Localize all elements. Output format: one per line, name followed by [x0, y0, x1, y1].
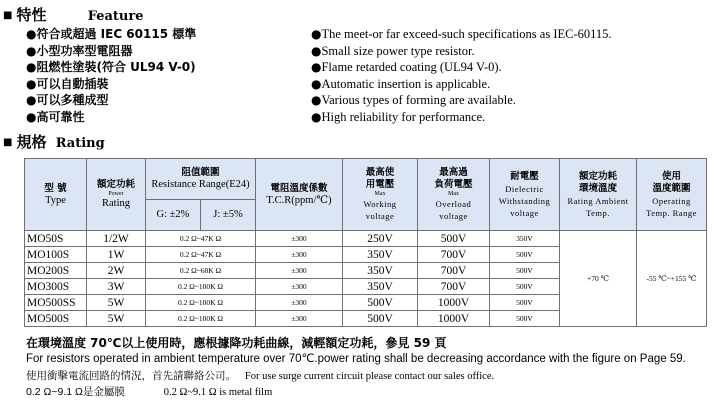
feature-item-zh [26, 109, 306, 126]
cell-tcr: ±300 [256, 279, 343, 295]
feature-item-en-text: Various types of forming are available. [321, 93, 516, 108]
cell-overload-voltage: 500V [418, 231, 490, 247]
header-tcr-en: T.C.R(ppm/℃) [266, 194, 332, 206]
header-tcr-zh: 電阻溫度係數 [270, 182, 328, 194]
feature-item-zh-text: 可以多種成型 [36, 93, 109, 108]
table-row [25, 231, 707, 247]
feature-item-en-text: Small size power type resistor. [321, 43, 475, 58]
header-resistance-en: Resistance Range(E24) [151, 179, 250, 190]
rating-table [24, 158, 707, 327]
header-resistance [146, 159, 256, 200]
feature-item-en [311, 109, 711, 126]
feature-item-en-text: Automatic insertion is applicable. [321, 76, 491, 91]
cell-ambient-temp: +70 ℃ [560, 231, 637, 327]
cell-overload-voltage: 700V [418, 263, 490, 279]
header-working-zh1: 最高使 [365, 167, 395, 178]
cell-resistance-range: 0.2 Ω~100K Ω [146, 311, 256, 327]
header-j-tolerance: J: ±5% [201, 200, 256, 231]
rating-title-zh: 規格 [16, 133, 47, 151]
cell-working-voltage: 350V [343, 247, 418, 263]
header-overload-en1: Overload [435, 199, 472, 209]
bullet-dot-icon: ● [311, 60, 322, 75]
header-operating-temp [637, 159, 707, 231]
header-dielectric-zh: 耐電壓 [510, 170, 539, 182]
feature-item-zh-text: 高可靠性 [36, 109, 85, 124]
header-optemp-zh2: 溫度範圍 [652, 182, 691, 194]
cell-resistance-range: 0.2 Ω~68K Ω [146, 263, 256, 279]
bullet-dot-icon: ● [26, 60, 37, 75]
header-optemp-en2: Temp. Range [646, 207, 697, 218]
header-working-en1: Working [363, 199, 397, 209]
cell-overload-voltage: 1000V [418, 311, 490, 327]
cell-dielectric: 500V [490, 295, 560, 311]
cell-overload-voltage: 1000V [418, 295, 490, 311]
bullet-dot-icon: ● [26, 43, 37, 58]
feature-item-en [311, 26, 711, 43]
header-working-voltage [343, 159, 418, 231]
cell-working-voltage: 500V [343, 311, 418, 327]
bullet-dot-icon: ● [311, 76, 322, 91]
rating-title-en: Rating [55, 136, 105, 151]
feature-item-zh [26, 26, 306, 43]
cell-operating-temp: -55 ℃~+155 ℃ [637, 231, 707, 327]
feature-item-zh-text: 阻燃性塗裝(符合 UL94 V-0) [36, 60, 196, 75]
note-surge [26, 368, 494, 383]
feature-item-zh [26, 59, 306, 76]
feature-item-zh [26, 43, 306, 60]
cell-resistance-range: 0.2 Ω~100K Ω [146, 279, 256, 295]
header-working-zh2: 用電壓 [365, 179, 395, 190]
cell-tcr: ±300 [256, 295, 343, 311]
header-resistance-zh: 阻值範圍 [181, 167, 220, 178]
header-type [25, 159, 87, 231]
header-power-tiny: Power [108, 191, 124, 197]
header-dielectric [490, 159, 560, 231]
cell-dielectric: 500V [490, 279, 560, 295]
cell-resistance-range: 0.2 Ω~47K Ω [146, 247, 256, 263]
cell-type: MO50S [25, 231, 87, 247]
cell-overload-voltage: 700V [418, 247, 490, 263]
feature-item-en [311, 92, 711, 109]
header-power-zh: 額定功耗 [96, 179, 135, 190]
header-overload-en2: voltage [439, 211, 468, 221]
header-tcr [256, 159, 343, 231]
note-surge-en: For use surge current circuit please contact our sales office. [244, 371, 495, 382]
header-working-tiny: Max [374, 191, 386, 197]
feature-item-en-text: Flame retarded coating (UL94 V-0). [321, 60, 502, 75]
header-working-en2: voltage [365, 211, 395, 221]
header-g-tolerance: G: ±2% [146, 200, 201, 231]
feature-item-en-text: High reliability for performance. [321, 109, 486, 124]
header-overload-zh1: 最高過 [439, 167, 468, 178]
bullet-dot-icon: ● [26, 76, 37, 91]
cell-working-voltage: 350V [343, 263, 418, 279]
square-bullet-icon: ■ [3, 10, 13, 21]
cell-type: MO500SS [25, 295, 87, 311]
cell-power: 1/2W [87, 231, 146, 247]
header-ambient-en1: Rating Ambient [567, 195, 629, 206]
feature-item-en [311, 59, 711, 76]
cell-tcr: ±300 [256, 231, 343, 247]
feature-item-en [311, 43, 711, 60]
header-overload-voltage [418, 159, 490, 231]
feature-list-zh [26, 26, 306, 126]
header-dielectric-en1: Dielectric [505, 183, 544, 194]
feature-item-zh [26, 76, 306, 93]
cell-power: 5W [87, 295, 146, 311]
cell-dielectric: 500V [490, 311, 560, 327]
feature-item-en-text: The meet-or far exceed-such specifications as IEC-60115. [321, 27, 612, 41]
note-metal-film-en: 0.2 Ω~9.1 Ω is metal film [163, 387, 273, 398]
header-optemp-en1: Operating [652, 195, 691, 206]
header-type-en: Type [45, 194, 66, 206]
header-ambient-en2: Temp. [586, 207, 610, 218]
header-overload-zh2: 負荷電壓 [434, 179, 473, 190]
header-optemp-zh1: 使用 [661, 170, 681, 182]
cell-working-voltage: 500V [343, 295, 418, 311]
cell-working-voltage: 350V [343, 279, 418, 295]
cell-resistance-range: 0.2 Ω~47K Ω [146, 231, 256, 247]
header-overload-tiny: Max [448, 191, 459, 197]
feature-title-zh: 特性 [16, 6, 47, 24]
cell-type: MO500S [25, 311, 87, 327]
bullet-dot-icon: ● [311, 93, 322, 108]
bullet-dot-icon: ● [311, 27, 322, 41]
cell-power: 1W [87, 247, 146, 263]
square-bullet-icon: ■ [3, 137, 13, 148]
header-power-en: Rating [102, 198, 130, 209]
note-surge-zh: 使用衝擊電流回路的情況，首先請聯絡公司。 [26, 370, 236, 382]
bullet-dot-icon: ● [26, 27, 37, 41]
bullet-dot-icon: ● [311, 43, 322, 58]
note-derating-en: For resistors operated in ambient temperature over 70℃.power rating shall be decreasing accordance with the figure on Page 59. [26, 353, 686, 365]
cell-dielectric: 350V [490, 231, 560, 247]
cell-overload-voltage: 700V [418, 279, 490, 295]
note-derating-zh: 在環境溫度 70℃以上使用時，應根據降功耗曲線，減輕額定功耗，參見 59 頁 [26, 336, 447, 350]
cell-dielectric: 500V [490, 263, 560, 279]
cell-tcr: ±300 [256, 311, 343, 327]
note-metal-film [26, 384, 272, 399]
feature-item-zh-text: 符合或超過 IEC 60115 標準 [36, 27, 197, 41]
cell-power: 5W [87, 311, 146, 327]
cell-type: MO300S [25, 279, 87, 295]
cell-working-voltage: 250V [343, 231, 418, 247]
cell-dielectric: 500V [490, 247, 560, 263]
bullet-dot-icon: ● [26, 93, 37, 108]
cell-power: 3W [87, 279, 146, 295]
cell-type: MO100S [25, 247, 87, 263]
header-dielectric-en2: Withstanding [498, 195, 551, 206]
cell-power: 2W [87, 263, 146, 279]
feature-item-zh [26, 92, 306, 109]
header-ambient-temp [560, 159, 637, 231]
header-dielectric-en3: voltage [510, 207, 539, 218]
feature-list-en [311, 26, 711, 126]
cell-tcr: ±300 [256, 263, 343, 279]
feature-item-en [311, 76, 711, 93]
header-ambient-zh2: 環境溫度 [578, 182, 617, 194]
feature-title-en: Feature [87, 9, 144, 24]
feature-item-zh-text: 可以自動插裝 [36, 76, 109, 91]
cell-tcr: ±300 [256, 247, 343, 263]
rating-heading [3, 131, 105, 152]
feature-heading [3, 4, 144, 25]
header-ambient-zh1: 額定功耗 [578, 170, 617, 182]
bullet-dot-icon: ● [311, 109, 322, 124]
cell-type: MO200S [25, 263, 87, 279]
header-type-zh: 型 號 [44, 182, 67, 194]
note-metal-film-zh: 0.2 Ω~9.1 Ω是金屬膜 [26, 386, 125, 398]
feature-item-zh-text: 小型功率型電阻器 [36, 43, 133, 58]
cell-resistance-range: 0.2 Ω~100K Ω [146, 295, 256, 311]
bullet-dot-icon: ● [26, 109, 37, 124]
header-power [87, 159, 146, 231]
